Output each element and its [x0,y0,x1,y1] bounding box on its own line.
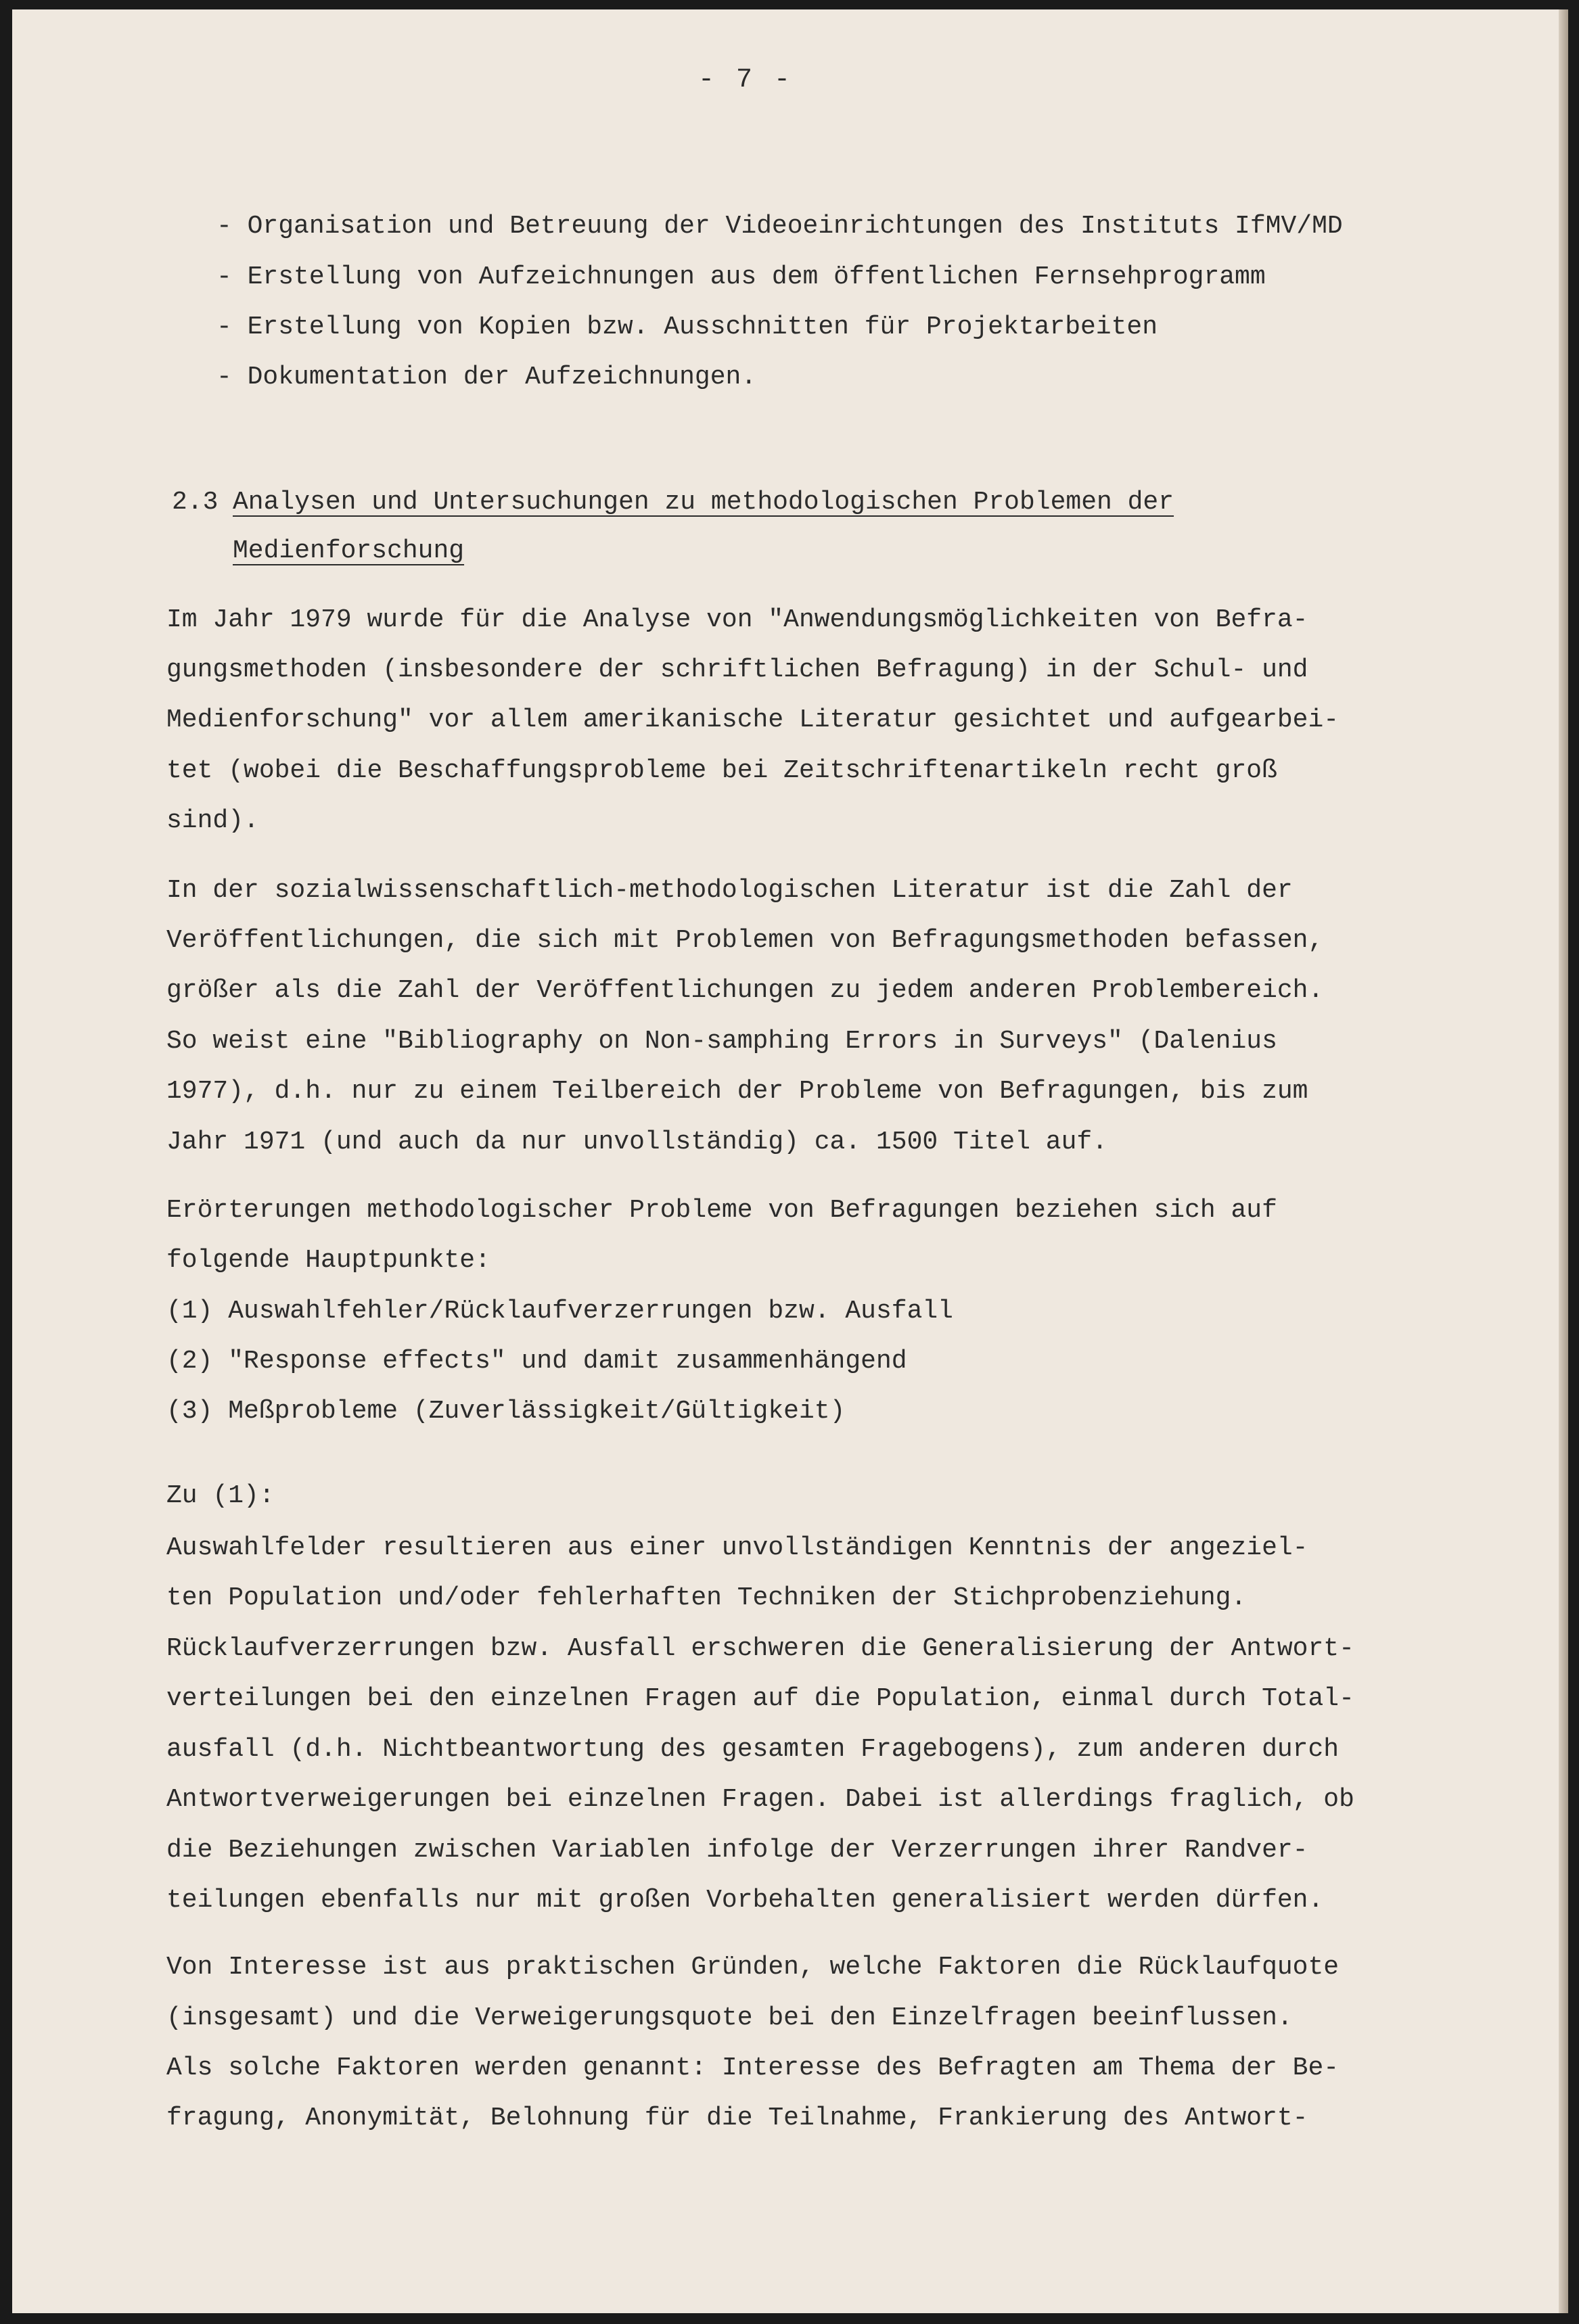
paragraph-line: sind). [166,806,259,835]
paragraph-line: ten Population und/oder fehlerhaften Techniken der Stichprobenziehung. [166,1583,1247,1612]
paragraph-line: Erörterungen methodologischer Probleme von Befragungen beziehen sich auf [166,1196,1277,1225]
section-title-line2: Medienforschung [233,536,465,565]
bullet-item: - Erstellung von Kopien bzw. Ausschnitten für Projektarbeiten [216,312,1158,342]
paragraph-line: größer als die Zahl der Veröffentlichungen zu jedem anderen Problembereich. [166,976,1324,1005]
page-edge-shadow [1559,9,1568,2313]
paragraph-line: tet (wobei die Beschaffungsprobleme bei Zeitschriftenartikeln recht groß [166,756,1277,785]
paragraph-line: Medienforschung" vor allem amerikanische Literatur gesichtet und aufgearbei- [166,705,1340,735]
paragraph-line: (insgesamt) und die Verweigerungsquote bei den Einzelfragen beeinflussen. [166,2003,1293,2032]
numbered-item: (2) "Response effects" und damit zusammenhängend [166,1347,907,1376]
paragraph-line: ausfall (d.h. Nichtbeantwortung des gesamten Fragebogens), zum anderen durch [166,1735,1340,1764]
paragraph-line: Jahr 1971 (und auch da nur unvollständig) ca. 1500 Titel auf. [166,1128,1108,1157]
paragraph-line: In der sozialwissenschaftlich-methodologischen Literatur ist die Zahl der [166,876,1293,905]
section-number: 2.3 [172,488,219,517]
sub-heading: Zu (1): [166,1481,275,1510]
paragraph-line: folgende Hauptpunkte: [166,1246,490,1275]
paragraph-line: fragung, Anonymität, Belohnung für die Teilnahme, Frankierung des Antwort- [166,2104,1308,2133]
numbered-item: (3) Meßprobleme (Zuverlässigkeit/Gültigkeit) [166,1397,846,1426]
page-number: - 7 - [698,65,794,95]
paragraph-line: So weist eine "Bibliography on Non-samphing Errors in Surveys" (Dalenius [166,1027,1277,1056]
paragraph-line: Veröffentlichungen, die sich mit Problemen von Befragungsmethoden befassen, [166,926,1324,955]
paragraph-line: Als solche Faktoren werden genannt: Interesse des Befragten am Thema der Be- [166,2053,1340,2083]
document-page [12,9,1568,2313]
paragraph-line: teilungen ebenfalls nur mit großen Vorbehalten generalisiert werden dürfen. [166,1886,1324,1915]
section-title-line1: Analysen und Untersuchungen zu methodologischen Problemen der [233,488,1174,517]
paragraph-line: Rücklaufverzerrungen bzw. Ausfall erschweren die Generalisierung der Antwort- [166,1634,1354,1663]
paragraph-line: Im Jahr 1979 wurde für die Analyse von "Anwendungsmöglichkeiten von Befra- [166,605,1308,634]
paragraph-line: Von Interesse ist aus praktischen Gründen, welche Faktoren die Rücklaufquote [166,1953,1340,1982]
numbered-item: (1) Auswahlfehler/Rücklaufverzerrungen bzw. Ausfall [166,1297,953,1326]
paragraph-line: die Beziehungen zwischen Variablen infolge der Verzerrungen ihrer Randver- [166,1836,1308,1865]
paragraph-line: verteilungen bei den einzelnen Fragen auf die Population, einmal durch Total- [166,1684,1354,1713]
bullet-item: - Erstellung von Aufzeichnungen aus dem öffentlichen Fernsehprogramm [216,262,1266,292]
paragraph-line: 1977), d.h. nur zu einem Teilbereich der Probleme von Befragungen, bis zum [166,1077,1308,1106]
paragraph-line: Auswahlfelder resultieren aus einer unvollständigen Kenntnis der angeziel- [166,1533,1308,1562]
paragraph-line: Antwortverweigerungen bei einzelnen Fragen. Dabei ist allerdings fraglich, ob [166,1785,1354,1814]
bullet-item: - Dokumentation der Aufzeichnungen. [216,363,757,392]
paragraph-line: gungsmethoden (insbesondere der schriftlichen Befragung) in der Schul- und [166,655,1308,684]
bullet-item: - Organisation und Betreuung der Videoeinrichtungen des Instituts IfMV/MD [216,212,1343,241]
